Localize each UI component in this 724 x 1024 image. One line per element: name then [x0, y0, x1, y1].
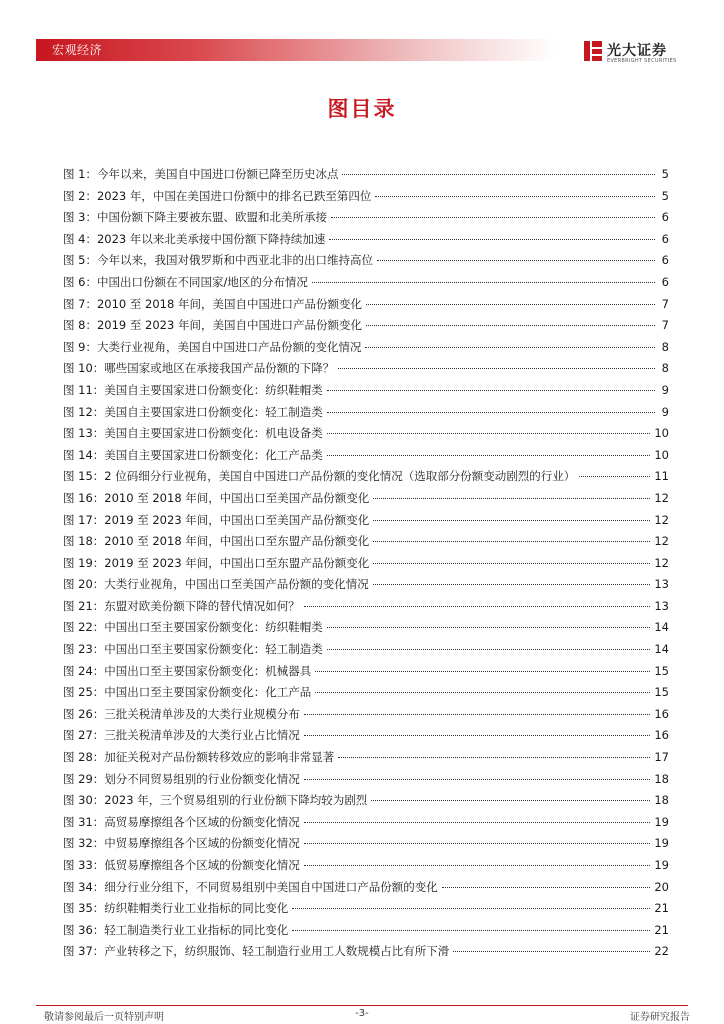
- toc-entry[interactable]: [63, 833, 669, 855]
- toc-entry[interactable]: [63, 445, 669, 467]
- toc-entry[interactable]: [63, 682, 669, 704]
- footer-disclaimer: 敬请参阅最后一页特别声明: [44, 1012, 164, 1023]
- toc-entry-label: 图 27：三批关税清单涉及的大类行业占比情况: [63, 728, 300, 743]
- toc-dot-leader: [371, 800, 650, 801]
- toc-entry-page: 12: [654, 555, 669, 570]
- toc-dot-leader: [373, 520, 650, 521]
- toc-list: [63, 164, 669, 963]
- toc-entry-label: 图 32：中贸易摩擦组各个区域的份额变化情况: [63, 836, 300, 851]
- toc-entry[interactable]: [63, 704, 669, 726]
- toc-dot-leader: [331, 217, 655, 218]
- toc-entry[interactable]: [63, 639, 669, 661]
- logo-subtext: EVERBRIGHT SECURITIES: [607, 58, 677, 64]
- section-label: 宏观经济: [52, 43, 103, 57]
- toc-entry[interactable]: [63, 769, 669, 791]
- toc-entry-label: 图 19：2019 至 2023 年间，中国出口至东盟产品份额变化: [63, 555, 370, 570]
- toc-entry[interactable]: [63, 574, 669, 596]
- toc-dot-leader: [292, 908, 650, 909]
- toc-dot-leader: [304, 865, 651, 866]
- toc-entry-page: 15: [654, 663, 669, 678]
- toc-entry[interactable]: [63, 855, 669, 877]
- toc-dot-leader: [579, 476, 650, 477]
- toc-entry[interactable]: [63, 941, 669, 963]
- toc-entry-page: 13: [654, 577, 669, 592]
- toc-dot-leader: [327, 455, 651, 456]
- toc-entry-page: 12: [654, 512, 669, 527]
- toc-entry-page: 18: [654, 793, 669, 808]
- toc-entry-page: 6: [661, 231, 669, 246]
- logo-text: 光大证券: [607, 43, 667, 59]
- toc-entry-label: 图 5：今年以来，我国对俄罗斯和中西亚北非的出口维持高位: [63, 253, 373, 268]
- toc-entry-label: 图 31：高贸易摩擦组各个区域的份额变化情况: [63, 814, 300, 829]
- toc-entry-page: 21: [654, 922, 669, 937]
- toc-dot-leader: [304, 714, 651, 715]
- toc-entry-label: 图 29：划分不同贸易组别的行业份额变化情况: [63, 771, 300, 786]
- toc-entry[interactable]: [63, 510, 669, 532]
- toc-entry-label: 图 15：2 位码细分行业视角，美国自中国进口产品份额的变化情况（选取部分份额变动剧烈的行业）: [63, 469, 576, 484]
- toc-entry[interactable]: [63, 466, 669, 488]
- toc-dot-leader: [338, 368, 655, 369]
- toc-entry[interactable]: [63, 186, 669, 208]
- toc-entry-page: 11: [654, 469, 669, 484]
- toc-dot-leader: [327, 433, 651, 434]
- toc-entry-label: 图 22：中国出口至主要国家份额变化：纺织鞋帽类: [63, 620, 323, 635]
- toc-dot-leader: [366, 325, 655, 326]
- toc-entry-page: 6: [661, 210, 669, 225]
- toc-entry-label: 图 36：轻工制造类行业工业指标的同比变化: [63, 922, 289, 937]
- toc-entry-label: 图 28：加征关税对产品份额转移效应的影响非常显著: [63, 750, 335, 765]
- toc-entry-page: 22: [654, 944, 669, 959]
- toc-entry[interactable]: [63, 898, 669, 920]
- toc-entry[interactable]: [63, 315, 669, 337]
- toc-entry[interactable]: [63, 553, 669, 575]
- company-logo: [582, 38, 692, 68]
- toc-entry-page: 9: [661, 404, 669, 419]
- toc-entry-page: 16: [654, 706, 669, 721]
- toc-entry[interactable]: [63, 250, 669, 272]
- footer-report-type: 证券研究报告: [630, 1012, 690, 1023]
- toc-entry-page: 6: [661, 274, 669, 289]
- toc-entry[interactable]: [63, 207, 669, 229]
- toc-dot-leader: [366, 304, 655, 305]
- toc-entry-page: 19: [654, 836, 669, 851]
- toc-entry[interactable]: [63, 272, 669, 294]
- page-title: 图目录: [327, 97, 397, 121]
- toc-dot-leader: [315, 671, 650, 672]
- toc-entry-label: 图 35：纺织鞋帽类行业工业指标的同比变化: [63, 901, 289, 916]
- toc-dot-leader: [327, 627, 651, 628]
- toc-entry-label: 图 4：2023 年以来北美承接中国份额下降持续加速: [63, 231, 326, 246]
- toc-entry[interactable]: [63, 531, 669, 553]
- toc-dot-leader: [375, 196, 655, 197]
- toc-entry[interactable]: [63, 294, 669, 316]
- toc-entry[interactable]: [63, 747, 669, 769]
- toc-entry[interactable]: [63, 617, 669, 639]
- toc-entry-page: 5: [661, 167, 669, 181]
- toc-entry[interactable]: [63, 423, 669, 445]
- toc-entry[interactable]: [63, 358, 669, 380]
- toc-entry-page: 10: [654, 447, 669, 462]
- toc-entry-page: 21: [654, 901, 669, 916]
- toc-entry-label: 图 37：产业转移之下，纺织服饰、轻工制造行业用工人数规模占比有所下滑: [63, 944, 450, 959]
- toc-entry-page: 6: [661, 253, 669, 268]
- toc-dot-leader: [304, 843, 651, 844]
- toc-entry[interactable]: [63, 380, 669, 402]
- toc-entry-label: 图 21：东盟对欧美份额下降的替代情况如何？: [63, 598, 300, 613]
- toc-entry-label: 图 7：2010 至 2018 年间，美国自中国进口产品份额变化: [63, 296, 362, 311]
- toc-entry-label: 图 34：细分行业分组下，不同贸易组别中美国自中国进口产品份额的变化: [63, 879, 438, 894]
- toc-dot-leader: [304, 735, 651, 736]
- toc-entry-label: 图 6：中国出口份额在不同国家/地区的分布情况: [63, 274, 308, 289]
- toc-entry-label: 图 1：今年以来，美国自中国进口份额已降至历史冰点: [63, 167, 339, 181]
- toc-entry-page: 19: [654, 814, 669, 829]
- toc-entry-page: 9: [661, 382, 669, 397]
- toc-entry[interactable]: [63, 488, 669, 510]
- toc-dot-leader: [365, 347, 655, 348]
- toc-entry-page: 12: [654, 490, 669, 505]
- toc-entry-page: 14: [654, 642, 669, 657]
- toc-dot-leader: [327, 649, 651, 650]
- toc-dot-leader: [373, 584, 651, 585]
- toc-entry-label: 图 25：中国出口至主要国家份额变化：化工产品: [63, 685, 312, 700]
- toc-entry-label: 图 8：2019 至 2023 年间，美国自中国进口产品份额变化: [63, 318, 362, 333]
- toc-entry-page: 20: [654, 879, 669, 894]
- toc-entry-label: 图 14：美国自主要国家进口份额变化：化工产品类: [63, 447, 323, 462]
- toc-entry-page: 10: [654, 426, 669, 441]
- toc-entry-label: 图 33：低贸易摩擦组各个区域的份额变化情况: [63, 858, 300, 872]
- toc-entry-page: 16: [654, 728, 669, 743]
- toc-entry[interactable]: [63, 402, 669, 424]
- toc-dot-leader: [453, 951, 650, 952]
- toc-entry-label: 图 16：2010 至 2018 年间，中国出口至美国产品份额变化: [63, 490, 370, 505]
- toc-dot-leader: [327, 390, 655, 391]
- toc-entry-label: 图 30：2023 年，三个贸易组别的行业份额下降均较为剧烈: [63, 793, 368, 808]
- toc-entry-label: 图 26：三批关税清单涉及的大类行业规模分布: [63, 706, 300, 721]
- footer-divider: [36, 1005, 688, 1006]
- toc-entry[interactable]: [63, 596, 669, 618]
- toc-dot-leader: [292, 930, 650, 931]
- toc-entry-label: 图 12：美国自主要国家进口份额变化：轻工制造类: [63, 404, 323, 419]
- toc-dot-leader: [442, 887, 651, 888]
- toc-entry-label: 图 18：2010 至 2018 年间，中国出口至东盟产品份额变化: [63, 534, 370, 549]
- toc-entry-page: 8: [661, 339, 669, 354]
- toc-entry-page: 18: [654, 771, 669, 786]
- toc-entry-label: 图 17：2019 至 2023 年间，中国出口至美国产品份额变化: [63, 512, 370, 527]
- toc-dot-leader: [304, 779, 651, 780]
- toc-entry[interactable]: [63, 812, 669, 834]
- toc-entry-page: 13: [654, 598, 669, 613]
- toc-dot-leader: [304, 606, 651, 607]
- toc-entry-page: 19: [654, 858, 669, 872]
- toc-entry-page: 7: [661, 296, 669, 311]
- toc-entry-label: 图 2：2023 年，中国在美国进口份额中的排名已跌至第四位: [63, 188, 372, 203]
- toc-dot-leader: [373, 541, 650, 542]
- toc-entry-label: 图 13：美国自主要国家进口份额变化：机电设备类: [63, 426, 323, 441]
- toc-entry-page: 5: [661, 188, 669, 203]
- toc-entry[interactable]: [63, 920, 669, 942]
- toc-entry[interactable]: [63, 164, 669, 186]
- toc-dot-leader: [312, 282, 655, 283]
- toc-dot-leader: [329, 239, 655, 240]
- toc-entry-label: 图 24：中国出口至主要国家份额变化：机械器具: [63, 663, 312, 678]
- toc-entry-page: 14: [654, 620, 669, 635]
- page-number: -3-: [355, 1008, 369, 1019]
- toc-dot-leader: [377, 260, 655, 261]
- toc-entry-page: 8: [661, 361, 669, 376]
- toc-entry[interactable]: [63, 229, 669, 251]
- header-band: [36, 39, 556, 61]
- toc-dot-leader: [338, 757, 650, 758]
- toc-dot-leader: [373, 498, 650, 499]
- toc-entry-page: 12: [654, 534, 669, 549]
- toc-entry[interactable]: [63, 790, 669, 812]
- toc-dot-leader: [315, 692, 650, 693]
- toc-dot-leader: [373, 563, 650, 564]
- toc-entry-label: 图 23：中国出口至主要国家份额变化：轻工制造类: [63, 642, 323, 657]
- toc-dot-leader: [327, 412, 655, 413]
- toc-entry[interactable]: [63, 725, 669, 747]
- toc-dot-leader: [304, 822, 651, 823]
- toc-dot-leader: [342, 174, 655, 175]
- toc-entry-label: 图 3：中国份额下降主要被东盟、欧盟和北美所承接: [63, 210, 327, 225]
- toc-entry-page: 15: [654, 685, 669, 700]
- logo-mark-icon: [582, 39, 604, 63]
- toc-entry-page: 17: [654, 750, 669, 765]
- toc-entry-page: 7: [661, 318, 669, 333]
- toc-entry[interactable]: [63, 337, 669, 359]
- toc-entry-label: 图 10：哪些国家或地区在承接我国产品份额的下降？: [63, 361, 335, 376]
- toc-entry[interactable]: [63, 661, 669, 683]
- toc-entry-label: 图 9：大类行业视角，美国自中国进口产品份额的变化情况: [63, 339, 362, 354]
- toc-entry-label: 图 20：大类行业视角，中国出口至美国产品份额的变化情况: [63, 577, 369, 592]
- toc-entry[interactable]: [63, 877, 669, 899]
- toc-entry-label: 图 11：美国自主要国家进口份额变化：纺织鞋帽类: [63, 382, 323, 397]
